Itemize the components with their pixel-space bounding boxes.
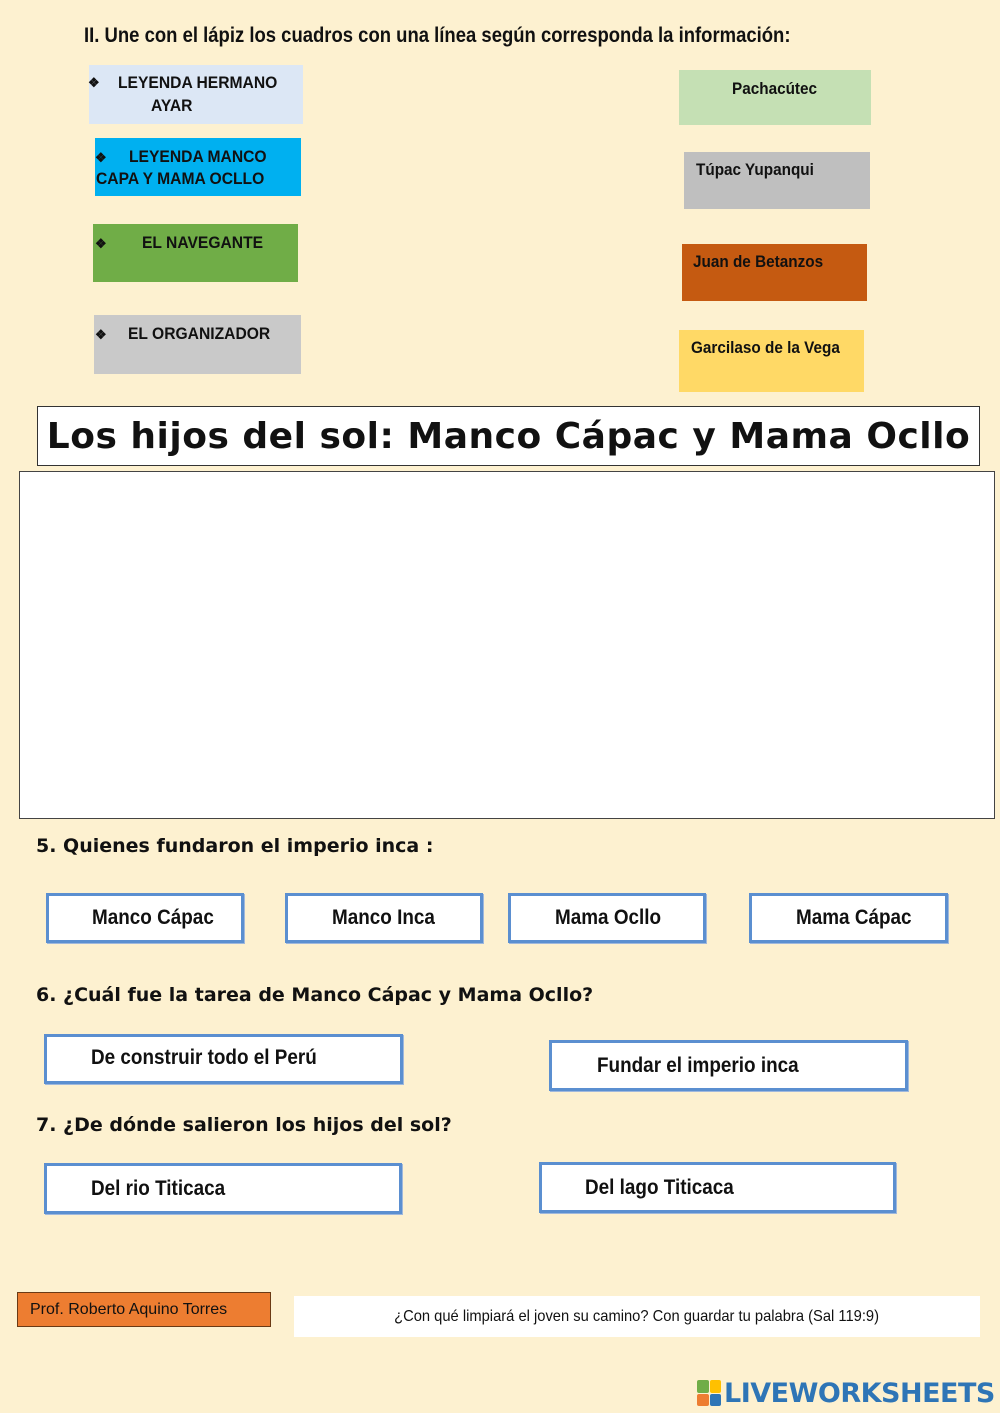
match-left-label: LEYENDA HERMANO (118, 73, 278, 92)
author-label: Prof. Roberto Aquino Torres (17, 1292, 271, 1327)
option-button[interactable] (508, 893, 706, 943)
match-right-item[interactable] (679, 330, 864, 392)
match-right-item[interactable] (679, 70, 871, 125)
match-left-label: EL ORGANIZADOR (128, 324, 271, 343)
match-left-item[interactable] (94, 315, 301, 374)
match-left-label: CAPA Y MAMA OCLLO (96, 169, 265, 188)
option-label: Mama Cápac (796, 906, 912, 929)
option-label: Del rio Titicaca (91, 1176, 226, 1200)
option-label: Del lago Titicaca (585, 1175, 734, 1199)
match-left-item[interactable] (95, 138, 301, 196)
match-left-item[interactable] (89, 65, 303, 124)
match-right-label: Juan de Betanzos (693, 252, 824, 271)
section-title: Los hijos del sol: Manco Cápac y Mama Ocllo (46, 415, 971, 457)
option-button[interactable] (539, 1162, 896, 1213)
question-7: 7. ¿De dónde salieron los hijos del sol? (36, 1114, 452, 1136)
option-button[interactable] (46, 893, 244, 943)
instruction-text: II. Une con el lápiz los cuadros con una línea según corresponda la información: (84, 24, 791, 47)
option-button[interactable] (549, 1040, 908, 1091)
bullet-diamond-icon: ❖ (95, 236, 107, 251)
brand-name: LIVEWORKSHEETS (724, 1377, 995, 1409)
bullet-diamond-icon: ❖ (95, 150, 107, 165)
content-frame (19, 471, 995, 819)
match-left-label: EL NAVEGANTE (142, 233, 264, 252)
match-right-item[interactable] (682, 244, 867, 301)
option-label: Manco Inca (332, 906, 435, 929)
match-right-label: Túpac Yupanqui (696, 160, 814, 179)
option-label: Manco Cápac (92, 906, 214, 929)
liveworksheets-icon (697, 1380, 721, 1406)
match-right-label: Garcilaso de la Vega (691, 338, 840, 357)
match-left-item[interactable] (93, 224, 298, 282)
bullet-diamond-icon: ❖ (95, 327, 107, 342)
match-right-label: Pachacútec (732, 79, 818, 98)
verse-text: ¿Con qué limpiará el joven su camino? Con guardar tu palabra (Sal 119:9) (394, 1307, 880, 1325)
option-label: De construir todo el Perú (91, 1046, 317, 1069)
option-button[interactable] (749, 893, 948, 943)
match-right-item[interactable] (684, 152, 870, 209)
option-button[interactable] (44, 1034, 403, 1084)
match-left-label: LEYENDA MANCO (129, 147, 267, 166)
brand-logo[interactable] (697, 1376, 995, 1410)
bullet-diamond-icon: ❖ (88, 75, 100, 90)
option-label: Fundar el imperio inca (597, 1053, 799, 1077)
section-title-box (37, 406, 980, 466)
match-left-label: AYAR (151, 96, 193, 115)
question-5: 5. Quienes fundaron el imperio inca : (36, 835, 434, 857)
question-6: 6. ¿Cuál fue la tarea de Manco Cápac y Mama Ocllo? (36, 984, 594, 1006)
option-button[interactable] (44, 1163, 402, 1214)
verse-box (294, 1296, 980, 1337)
option-label: Mama Ocllo (555, 906, 662, 929)
option-button[interactable] (285, 893, 483, 943)
